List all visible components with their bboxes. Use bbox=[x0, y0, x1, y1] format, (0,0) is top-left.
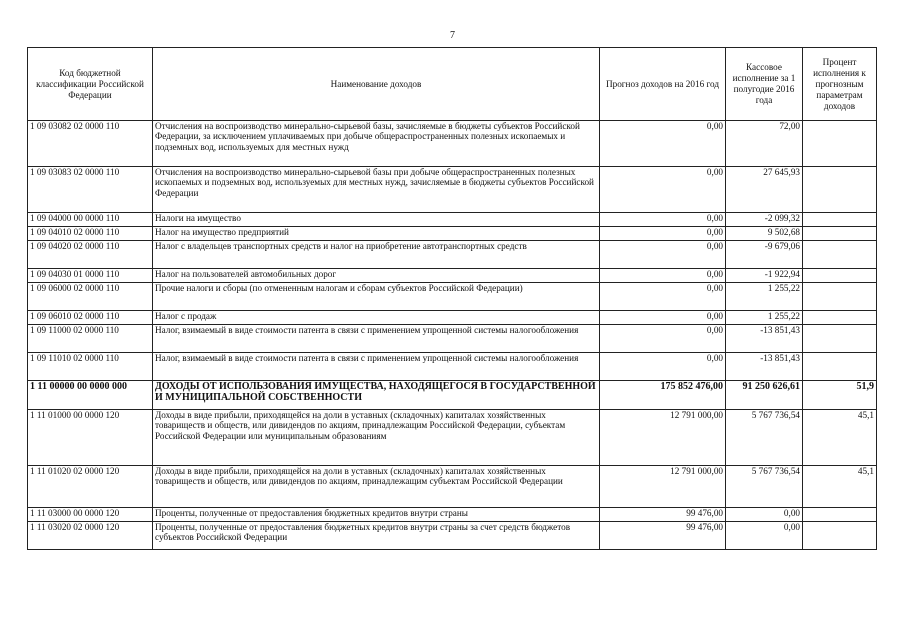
row-forecast: 0,00 bbox=[600, 325, 726, 353]
row-forecast: 0,00 bbox=[600, 311, 726, 325]
row-forecast: 0,00 bbox=[600, 213, 726, 227]
row-code: 1 09 03083 02 0000 110 bbox=[28, 167, 153, 213]
row-name: Отчисления на воспроизводство минерально-сырьевой базы, зачисляемые в бюджеты субъектов Российской Федерации, за исключением уплачиваемых при добыче общераспространенных полезных ископаемых и подземных вод, используемых для местных нужд bbox=[153, 121, 600, 167]
row-name: Отчисления на воспроизводство минерально-сырьевой базы при добыче общераспространенных полезных ископаемых и подземных вод, используемых для местных нужд, зачисляемые в бюджеты субъектов Российской Федерации bbox=[153, 167, 600, 213]
row-name: Налог на имущество предприятий bbox=[153, 227, 600, 241]
row-cash: -13 851,43 bbox=[726, 325, 803, 353]
header-cash: Кассовое исполнение за 1 полугодие 2016 года bbox=[726, 48, 803, 121]
row-code: 1 09 03082 02 0000 110 bbox=[28, 121, 153, 167]
row-forecast: 0,00 bbox=[600, 227, 726, 241]
row-percent bbox=[803, 213, 877, 227]
row-percent bbox=[803, 508, 877, 522]
row-cash: 27 645,93 bbox=[726, 167, 803, 213]
table-row bbox=[28, 381, 877, 410]
row-code: 1 09 04010 02 0000 110 bbox=[28, 227, 153, 241]
row-name: Доходы в виде прибыли, приходящейся на доли в уставных (складочных) капиталах хозяйственных товариществ и обществ, или дивидендов по акциям, принадлежащим Российской Федерации, субъектам Российской Федерации или муниципальным образованиям bbox=[153, 410, 600, 466]
row-percent bbox=[803, 227, 877, 241]
row-name: Налог с владельцев транспортных средств и налог на приобретение автотранспортных средств bbox=[153, 241, 600, 269]
table-row bbox=[28, 508, 877, 522]
row-code: 1 09 06010 02 0000 110 bbox=[28, 311, 153, 325]
row-percent: 51,9 bbox=[803, 381, 877, 410]
row-name: Налог, взимаемый в виде стоимости патента в связи с применением упрощенной системы налогообложения bbox=[153, 325, 600, 353]
row-name: Налог с продаж bbox=[153, 311, 600, 325]
row-forecast: 12 791 000,00 bbox=[600, 410, 726, 466]
table-header-row bbox=[28, 48, 877, 121]
header-name: Наименование доходов bbox=[153, 48, 600, 121]
row-percent bbox=[803, 269, 877, 283]
table-body bbox=[28, 121, 877, 550]
row-percent bbox=[803, 325, 877, 353]
row-name: Прочие налоги и сборы (по отмененным налогам и сборам субъектов Российской Федерации) bbox=[153, 283, 600, 311]
row-cash: 5 767 736,54 bbox=[726, 410, 803, 466]
row-name: Доходы в виде прибыли, приходящейся на доли в уставных (складочных) капиталах хозяйственных товариществ и обществ, или дивидендов по акциям, принадлежащим субъектам Российской Федерации bbox=[153, 466, 600, 508]
row-forecast: 99 476,00 bbox=[600, 522, 726, 550]
row-code: 1 09 11010 02 0000 110 bbox=[28, 353, 153, 381]
row-cash: 9 502,68 bbox=[726, 227, 803, 241]
row-forecast: 99 476,00 bbox=[600, 508, 726, 522]
row-cash: 5 767 736,54 bbox=[726, 466, 803, 508]
row-cash: 91 250 626,61 bbox=[726, 381, 803, 410]
row-name: Проценты, полученные от предоставления бюджетных кредитов внутри страны за счет средств бюджетов субъектов Российской Федерации bbox=[153, 522, 600, 550]
row-cash: -13 851,43 bbox=[726, 353, 803, 381]
revenue-table bbox=[27, 47, 877, 550]
row-forecast: 0,00 bbox=[600, 167, 726, 213]
row-cash: -1 922,94 bbox=[726, 269, 803, 283]
header-code: Код бюджетной классификации Российской Федерации bbox=[28, 48, 153, 121]
row-code: 1 09 04020 02 0000 110 bbox=[28, 241, 153, 269]
row-cash: 0,00 bbox=[726, 508, 803, 522]
row-forecast: 0,00 bbox=[600, 269, 726, 283]
row-cash: -9 679,06 bbox=[726, 241, 803, 269]
row-code: 1 09 04000 00 0000 110 bbox=[28, 213, 153, 227]
row-code: 1 11 01020 02 0000 120 bbox=[28, 466, 153, 508]
row-forecast: 12 791 000,00 bbox=[600, 466, 726, 508]
table-row bbox=[28, 311, 877, 325]
row-name: Налоги на имущество bbox=[153, 213, 600, 227]
header-forecast: Прогноз доходов на 2016 год bbox=[600, 48, 726, 121]
table-row bbox=[28, 227, 877, 241]
header-percent: Процент исполнения к прогнозным параметрам доходов bbox=[803, 48, 877, 121]
row-cash: 0,00 bbox=[726, 522, 803, 550]
row-name: Налог, взимаемый в виде стоимости патента в связи с применением упрощенной системы налогообложения bbox=[153, 353, 600, 381]
row-code: 1 09 04030 01 0000 110 bbox=[28, 269, 153, 283]
row-percent bbox=[803, 522, 877, 550]
table-row bbox=[28, 269, 877, 283]
table-row bbox=[28, 410, 877, 466]
row-code: 1 11 03000 00 0000 120 bbox=[28, 508, 153, 522]
row-percent bbox=[803, 311, 877, 325]
row-name: Налог на пользователей автомобильных дорог bbox=[153, 269, 600, 283]
row-code: 1 09 06000 02 0000 110 bbox=[28, 283, 153, 311]
row-percent: 45,1 bbox=[803, 466, 877, 508]
table-row bbox=[28, 167, 877, 213]
row-percent bbox=[803, 121, 877, 167]
row-code: 1 09 11000 02 0000 110 bbox=[28, 325, 153, 353]
page-number: 7 bbox=[450, 30, 455, 41]
row-percent: 45,1 bbox=[803, 410, 877, 466]
table-row bbox=[28, 241, 877, 269]
row-percent bbox=[803, 167, 877, 213]
row-forecast: 175 852 476,00 bbox=[600, 381, 726, 410]
row-forecast: 0,00 bbox=[600, 283, 726, 311]
table-row bbox=[28, 522, 877, 550]
row-name: ДОХОДЫ ОТ ИСПОЛЬЗОВАНИЯ ИМУЩЕСТВА, НАХОДЯЩЕГОСЯ В ГОСУДАРСТВЕННОЙ И МУНИЦИПАЛЬНОЙ СОБСТВЕННОСТИ bbox=[153, 381, 600, 410]
table-row bbox=[28, 213, 877, 227]
table-row bbox=[28, 353, 877, 381]
row-forecast: 0,00 bbox=[600, 353, 726, 381]
table-row bbox=[28, 283, 877, 311]
row-cash: 1 255,22 bbox=[726, 283, 803, 311]
row-code: 1 11 00000 00 0000 000 bbox=[28, 381, 153, 410]
table-row bbox=[28, 466, 877, 508]
row-percent bbox=[803, 353, 877, 381]
row-percent bbox=[803, 241, 877, 269]
row-forecast: 0,00 bbox=[600, 121, 726, 167]
table-row bbox=[28, 325, 877, 353]
row-percent bbox=[803, 283, 877, 311]
row-forecast: 0,00 bbox=[600, 241, 726, 269]
table-row bbox=[28, 121, 877, 167]
row-cash: 1 255,22 bbox=[726, 311, 803, 325]
row-name: Проценты, полученные от предоставления бюджетных кредитов внутри страны bbox=[153, 508, 600, 522]
row-cash: -2 099,32 bbox=[726, 213, 803, 227]
row-code: 1 11 01000 00 0000 120 bbox=[28, 410, 153, 466]
row-cash: 72,00 bbox=[726, 121, 803, 167]
row-code: 1 11 03020 02 0000 120 bbox=[28, 522, 153, 550]
